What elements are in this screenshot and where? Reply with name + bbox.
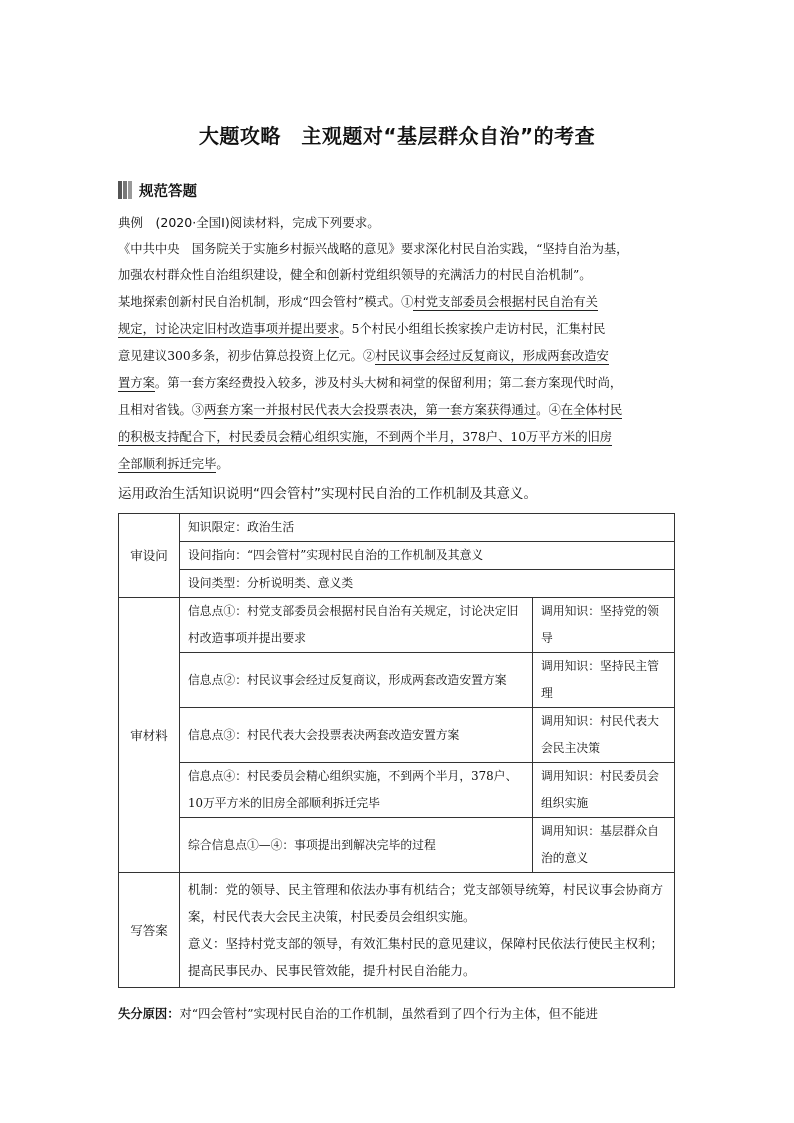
knowledge-cell: 调用知识：村民代表大会民主决策 — [533, 708, 675, 763]
knowledge-cell: 调用知识：坚持党的领导 — [533, 598, 675, 653]
section-label: 规范答题 — [139, 183, 197, 200]
section-marker-icon — [118, 181, 133, 199]
marker-1: ① — [401, 295, 414, 309]
table-cell: 设问指向：“四会管村”实现村民自治的工作机制及其意义 — [180, 542, 675, 570]
info-point-cell: 信息点①：村党支部委员会根据村民自治有关规定，讨论决定旧村改造事项并提出要求 — [180, 598, 533, 653]
footer-label: 失分原因： — [118, 1007, 180, 1021]
table-cell: 知识限定：政治生活 — [180, 514, 675, 542]
underline-segment: 村党支部委员会根据村民自治有关 — [413, 295, 598, 309]
answer-cell — [180, 873, 675, 988]
material-line-4: 规定，讨论决定旧村改造事项并提出要求。5个村民小组组长挨家挨户走访村民，汇集村民 — [118, 322, 606, 336]
material-line-2: 加强农村群众性自治组织建设，健全和创新村党组织领导的充满活力的村民自治机制”。 — [118, 268, 592, 282]
answer-mechanism: 机制：党的领导、民主管理和依法办事有机结合；党支部领导统筹，村民议事会协商方案，村民代表大会民主决策，村民委员会组织实施。 — [188, 882, 664, 924]
example-intro: 典例 (2020·全国Ⅰ)阅读材料，完成下列要求。 — [118, 215, 380, 230]
answer-significance: 意义：坚持村党支部的领导，有效汇集村民的意见建议，保障村民依法行使民主权利；提高民事民办、民事民管效能，提升村民自治能力。 — [188, 936, 664, 978]
underline-segment: 规定，讨论决定旧村改造事项并提出要求 — [118, 322, 340, 336]
table-cell: 设问类型：分析说明类、意义类 — [180, 570, 675, 598]
material-line-6: 置方案。第一套方案经费投入较多，涉及村头大树和祠堂的保留利用；第二套方案现代时尚， — [118, 376, 623, 390]
category-write-answer: 写答案 — [119, 873, 180, 988]
underline-segment: 全部顺利拆迁完毕 — [118, 457, 217, 471]
knowledge-cell: 调用知识：村民委员会组织实施 — [533, 763, 675, 818]
material-line-7: 且相对省钱。③两套方案一并报村民代表大会投票表决，第一套方案获得通过。④在全体村民 — [118, 403, 623, 417]
underline-segment: 在全体村民 — [560, 403, 623, 417]
marker-4: ④ — [548, 403, 561, 417]
info-point-cell: 信息点④：村民委员会精心组织实施，不到两个半月，378户、10万平方米的旧房全部顺利拆迁完毕 — [180, 763, 533, 818]
underline-segment: 置方案 — [118, 376, 155, 390]
underline-segment: 两套方案一并报村民代表大会投票表决，第一套方案获得通过 — [204, 403, 537, 417]
underline-segment: 村民议事会经过反复商议，形成两套改造安 — [375, 349, 609, 363]
marker-3: ③ — [191, 403, 205, 417]
page-title: 大题攻略 主观题对“基层群众自治”的考查 — [198, 124, 596, 148]
material-line-9: 全部顺利拆迁完毕。 — [118, 457, 229, 471]
info-point-cell: 综合信息点①—④：事项提出到解决完毕的过程 — [180, 818, 533, 873]
material-line-5: 意见建议300多条，初步估算总投资上亿元。②村民议事会经过反复商议，形成两套改造安 — [118, 349, 609, 363]
material-line-8 — [118, 424, 612, 450]
footer-note — [118, 1004, 598, 1022]
material-line-3: 某地探索创新村民自治机制，形成“四会管村”模式。①村党支部委员会根据村民自治有关 — [118, 295, 598, 309]
underline-segment: 的积极支持配合下，村民委员会精心组织实施，不到两个半月，378户、10万平方米的旧房 — [118, 430, 613, 444]
material-line-1: 《中共中央 国务院关于实施乡村振兴战略的意见》要求深化村民自治实践，“坚持自治为基， — [118, 242, 629, 256]
marker-2: ② — [362, 349, 376, 363]
section-header — [118, 180, 197, 200]
question-prompt: 运用政治生活知识说明“四会管村”实现村民自治的工作机制及其意义。 — [118, 486, 537, 502]
info-point-cell: 信息点②：村民议事会经过反复商议，形成两套改造安置方案 — [180, 653, 533, 708]
category-review-question: 审设问 — [119, 514, 180, 598]
category-review-material: 审材料 — [119, 598, 180, 873]
info-point-cell: 信息点③：村民代表大会投票表决两套改造安置方案 — [180, 708, 533, 763]
footer-text: 对“四会管村”实现村民自治的工作机制，虽然看到了四个行为主体，但不能进 — [179, 1007, 598, 1021]
analysis-table — [118, 513, 675, 988]
knowledge-cell: 调用知识：基层群众自治的意义 — [533, 818, 675, 873]
knowledge-cell: 调用知识：坚持民主管理 — [533, 653, 675, 708]
